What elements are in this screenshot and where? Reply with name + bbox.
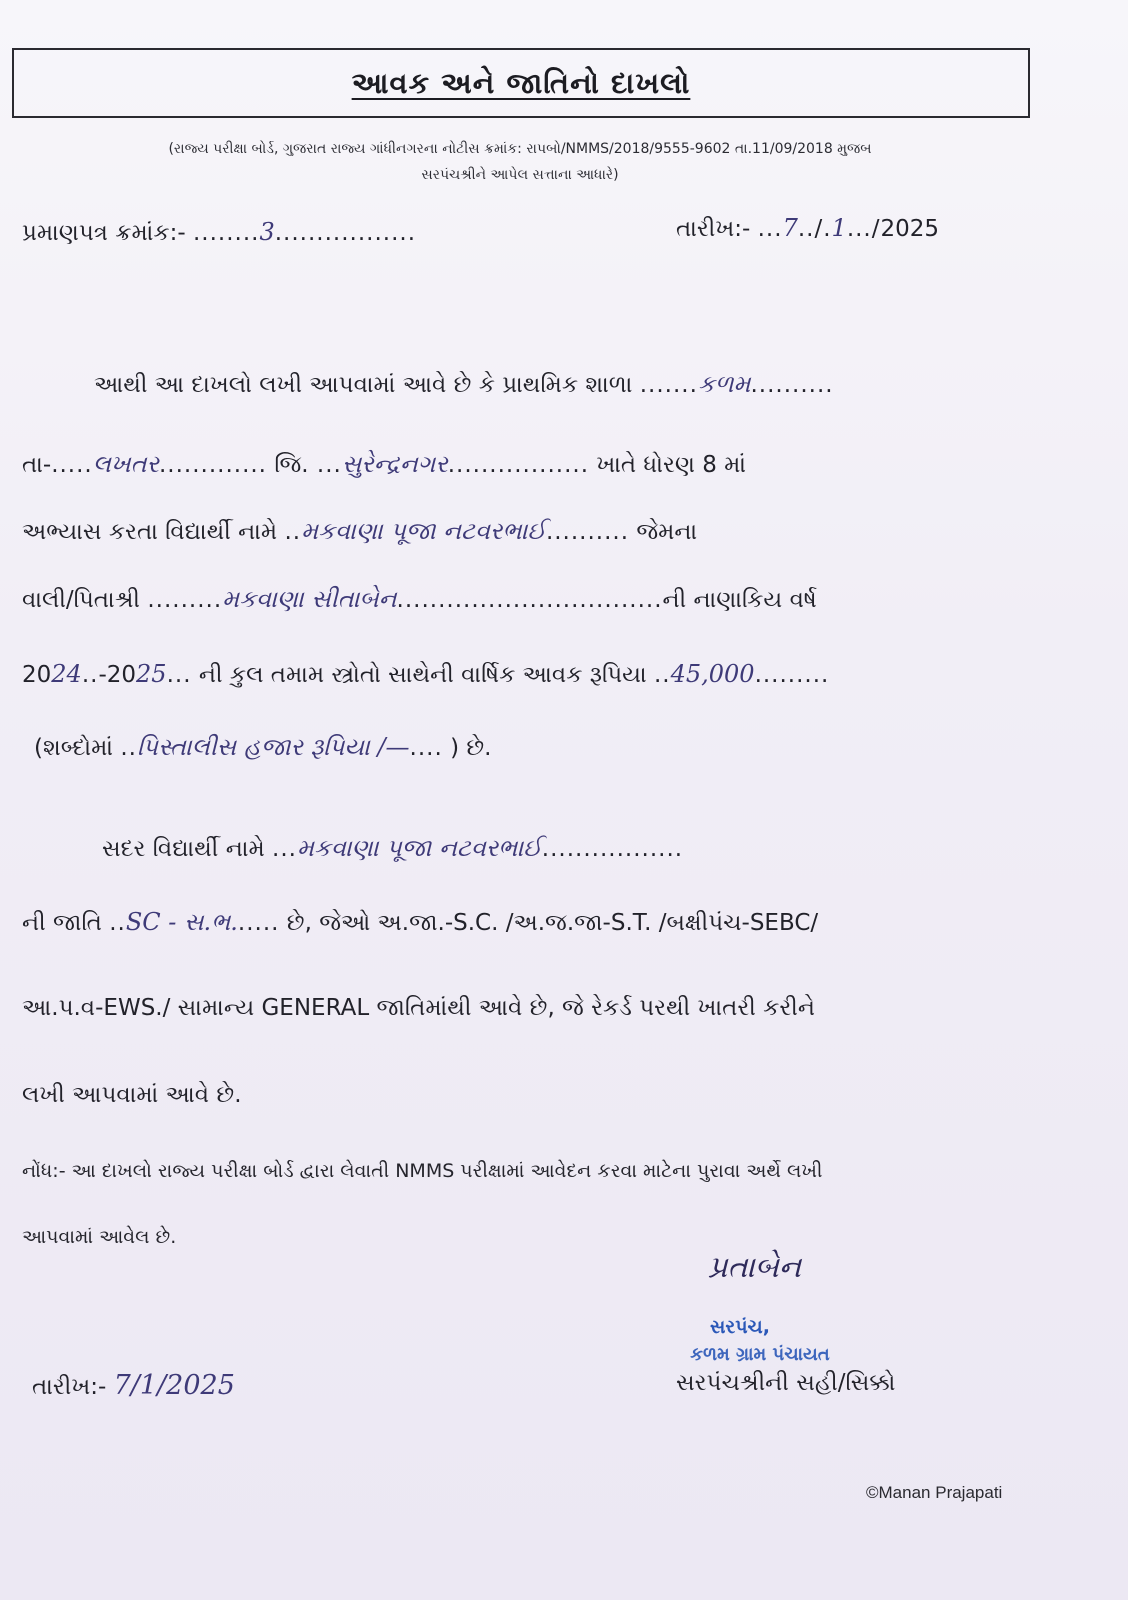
certificate-number-value: 3 xyxy=(259,218,275,246)
subtitle-line2: સરપંચશ્રીને આપેલ સત્તાના આધારે) xyxy=(421,167,619,183)
year-to-prefix: -20 xyxy=(98,662,137,688)
date-bottom-value: 7/1/2025 xyxy=(113,1370,235,1401)
para1-line1: આથી આ દાખલો લખી આપવામાં આવે છે કે પ્રાથમિક શાળા .......કળમ.......... xyxy=(94,370,834,398)
taluka-label: તા- xyxy=(22,452,52,478)
para1-line2: તા-.....લખતર............. જિ. ...સુરેન્દ્રનગર................. ખાતે ધોરણ 8 માં xyxy=(22,450,747,478)
note-line1: નોંધ:- આ દાખલો રાજ્ય પરીક્ષા બોર્ડ દ્વારા લેવાતી NMMS પરીક્ષામાં આવેદન કરવા માટેના પુરાવા અર્થે લખી xyxy=(22,1160,823,1182)
jemna-text: જેમના xyxy=(636,519,698,545)
para1-line4: વાલી/પિતાશ્રી .........મકવાણા સીતાબેન................................ની નાણાકિય વર્ષ xyxy=(22,585,817,613)
sarpanch-stamp xyxy=(640,1316,880,1365)
caste-label: ની જાતિ xyxy=(22,910,102,936)
income-words: પિસ્તાલીસ હજાર રૂપિયા /— xyxy=(137,733,410,761)
income-text: ની કુલ તમામ સ્ત્રોતો સાથેની વાર્ષિક આવક રૂપિયા xyxy=(198,662,647,688)
school-name: કળમ xyxy=(697,370,751,398)
document-title: આવક અને જાતિનો દાખલો xyxy=(351,65,691,100)
district-label: જિ. xyxy=(274,452,309,478)
certificate-number-label: પ્રમાણપત્ર ક્રમાંક:- xyxy=(22,220,186,246)
date-top-month: 1 xyxy=(831,214,847,242)
date-top-day: 7 xyxy=(782,214,798,242)
student-name: મકવાણા પૂજા નટવરભાઈ xyxy=(301,517,546,545)
year-from-prefix: 20 xyxy=(22,662,52,688)
date-bottom xyxy=(32,1370,235,1401)
caste-value: SC - સ.ભ. xyxy=(125,908,238,936)
title-box xyxy=(12,48,1030,118)
words-end: ) છે. xyxy=(450,735,492,761)
date-bottom-label: તારીખ:- xyxy=(32,1374,107,1400)
para2-line2: ની જાતિ ..SC - સ.ભ...... છે, જેઓ અ.જા.-S.C. /અ.જ.જા-S.T. /બક્ષીપંચ-SEBC/ xyxy=(22,908,819,936)
para2-line3: આ.પ.વ-EWS./ સામાન્ય GENERAL જાતિમાંથી આવે છે, જે રેકર્ડ પરથી ખાતરી કરીને xyxy=(22,995,815,1021)
fy-text: ની નાણાકિય વર્ષ xyxy=(662,587,817,613)
caste-options: છે, જેઓ અ.જા.-S.C. /અ.જ.જા-S.T. /બક્ષીપંચ-SEBC/ xyxy=(286,910,819,936)
date-top-label: તારીખ:- xyxy=(676,216,751,242)
certificate-number-row: પ્રમાણપત્ર ક્રમાંક:- ........3................. xyxy=(22,218,417,246)
guardian-label: વાલી/પિતાશ્રી xyxy=(22,587,141,613)
district-value: સુરેન્દ્રનગર xyxy=(341,450,448,478)
subtitle-line1: (રાજ્ય પરીક્ષા બોર્ડ, ગુજરાત રાજ્ય ગાંધીનગરના નોટીસ ક્રમાંક: રાપબો/NMMS/2018/9555-9602 તા.11/09/2018 મુજબ xyxy=(168,141,872,157)
std-text: ખાતે ધોરણ 8 માં xyxy=(596,452,747,478)
para2-line1: સદર વિદ્યાર્થી નામે ...મકવાણા પૂજા નટવરભાઈ................. xyxy=(102,834,684,862)
student-prefix: અભ્યાસ કરતા વિદ્યાર્થી નામે xyxy=(22,519,278,545)
para2-prefix: સદર વિદ્યાર્થી નામે xyxy=(102,836,265,862)
year-from: 24 xyxy=(51,660,82,688)
para1-line3: અભ્યાસ કરતા વિદ્યાર્થી નામે ..મકવાણા પૂજા નટવરભાઈ.......... જેમના xyxy=(22,517,698,545)
income-value: 45,000 xyxy=(670,660,755,688)
year-to: 25 xyxy=(136,660,167,688)
taluka-value: લખતર xyxy=(92,450,159,478)
para1-intro: આથી આ દાખલો લખી આપવામાં આવે છે કે પ્રાથમિક શાળા xyxy=(94,372,633,398)
para2-line4: લખી આપવામાં આવે છે. xyxy=(22,1082,242,1108)
subtitle xyxy=(40,136,1000,188)
para1-line6: (શબ્દોમાં ..પિસ્તાલીસ હજાર રૂપિયા /—.... ) છે. xyxy=(34,733,492,761)
words-label: (શબ્દોમાં xyxy=(34,735,114,761)
note-line2: આપવામાં આવેલ છે. xyxy=(22,1226,177,1248)
guardian-name: મકવાણા સીતાબેન xyxy=(222,585,397,613)
para1-line5: 2024..-2025... ની કુલ તમામ સ્ત્રોતો સાથેની વાર્ષિક આવક રૂપિયા ..45,000......... xyxy=(22,660,830,688)
signature-label: સરપંચશ્રીની સહી/સિક્કો xyxy=(676,1370,896,1396)
para2-student-name: મકવાણા પૂજા નટવરભાઈ xyxy=(296,834,542,862)
stamp-line2: કળમ ગ્રામ પંચાયત xyxy=(690,1344,830,1365)
date-top-year: 2025 xyxy=(880,216,940,242)
stamp-line1: સરપંચ, xyxy=(710,1316,770,1338)
handwritten-signature: પ્રતાબેન xyxy=(708,1250,802,1285)
date-top-row: તારીખ:- ...7../.1.../2025 xyxy=(676,214,940,242)
copyright-text: ©Manan Prajapati xyxy=(866,1483,1003,1502)
